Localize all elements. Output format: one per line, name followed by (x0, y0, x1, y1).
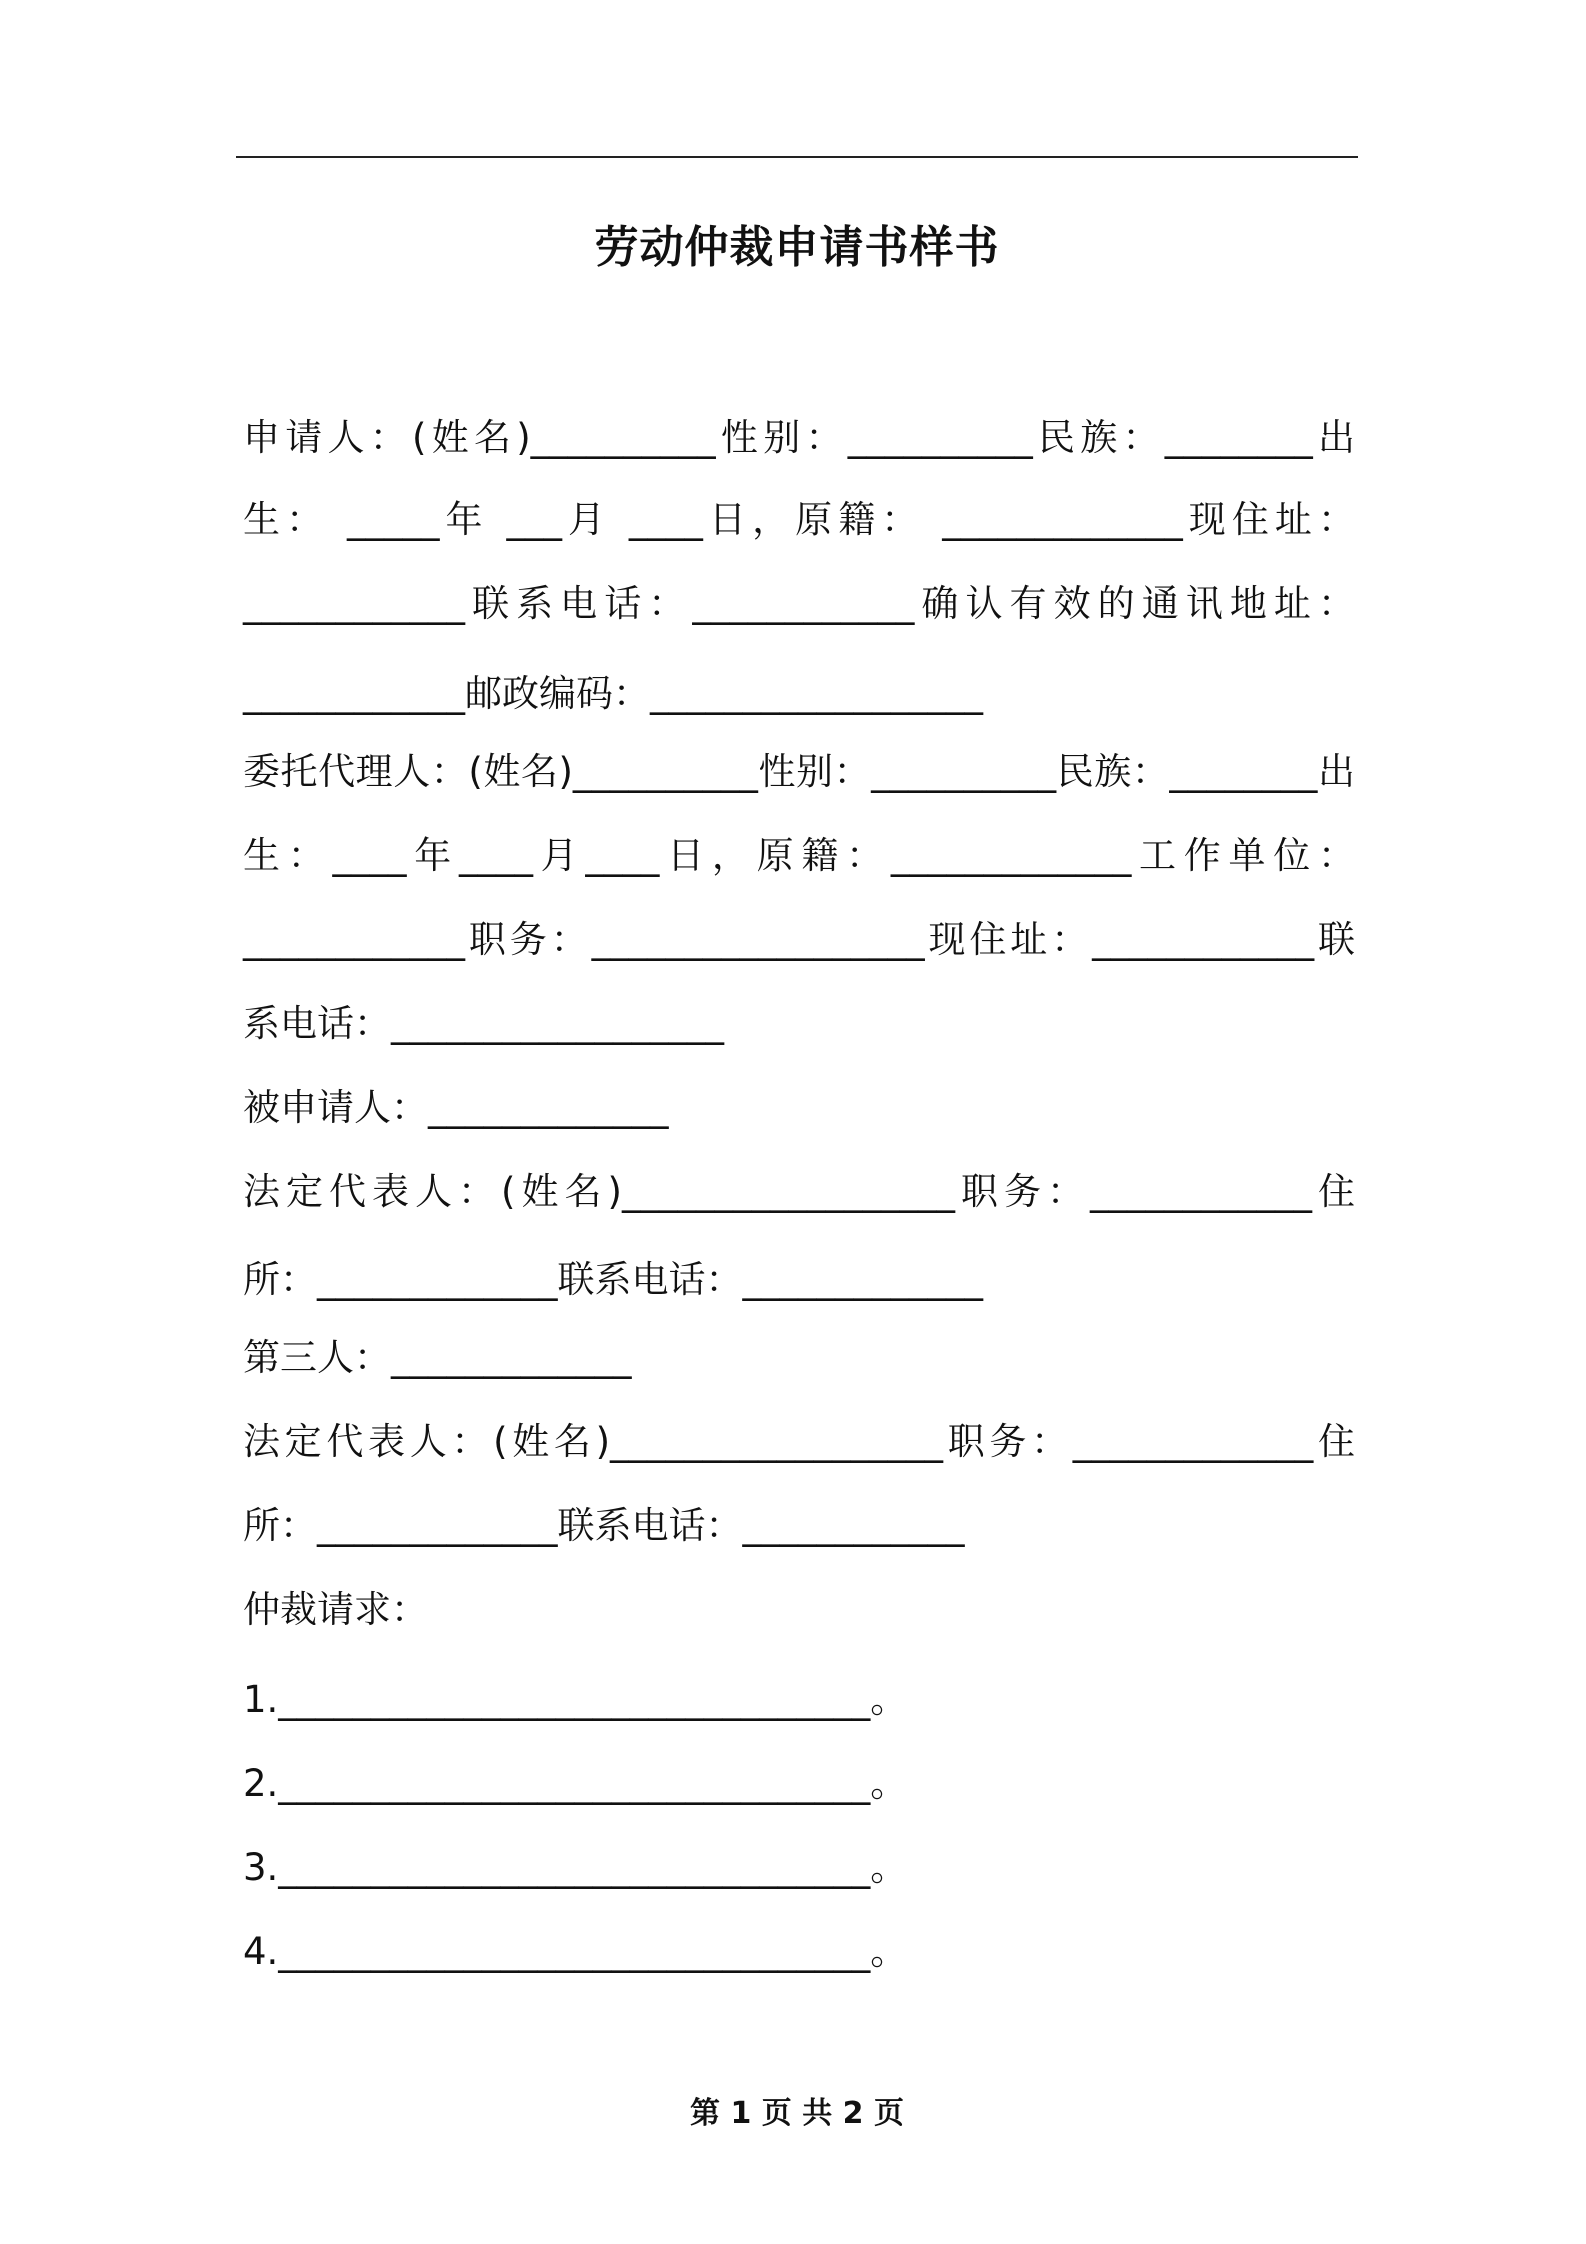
header-rule (236, 156, 1358, 158)
agent-line-3: ____________职务：__________________现住址：____________联 (243, 918, 1355, 961)
applicant-line-3: ____________联系电话：____________确认有效的通讯地址： (243, 582, 1355, 625)
claim-item-3: 3.________________________________。 (243, 1846, 908, 1889)
agent-line-4: 系电话：__________________ (243, 1002, 724, 1045)
respondent-rep-line-1: 法定代表人：(姓名)__________________职务：____________住 (243, 1170, 1355, 1213)
third-party-rep-line-1: 法定代表人：(姓名)__________________职务：_____________住 (243, 1420, 1355, 1463)
applicant-line-1: 申请人：(姓名)__________性别：__________民族：________出 (243, 416, 1355, 459)
respondent-line: 被申请人：_____________ (243, 1086, 669, 1129)
claim-item-2: 2.________________________________。 (243, 1762, 908, 1805)
claim-item-4: 4.________________________________。 (243, 1930, 908, 1973)
third-party-line: 第三人：_____________ (243, 1336, 632, 1379)
third-party-rep-line-2: 所：_____________联系电话：____________ (243, 1504, 965, 1547)
claims-heading: 仲裁请求： (243, 1588, 428, 1631)
page-number: 第 1 页 共 2 页 (690, 2096, 904, 2131)
agent-line-1: 委托代理人：(姓名)__________性别：__________民族：________出 (243, 750, 1355, 793)
respondent-rep-line-2: 所：_____________联系电话：_____________ (243, 1258, 983, 1301)
applicant-line-4: ____________邮政编码：__________________ (243, 672, 983, 715)
agent-line-2: 生：____年____月____日，原籍：_____________工作单位： (243, 834, 1355, 877)
applicant-line-2: 生： _____年 ___月 ____日，原籍： _____________现住址： (243, 498, 1355, 541)
document-title: 劳动仲裁申请书样书 (594, 222, 1000, 273)
claim-item-1: 1.________________________________。 (243, 1678, 908, 1721)
